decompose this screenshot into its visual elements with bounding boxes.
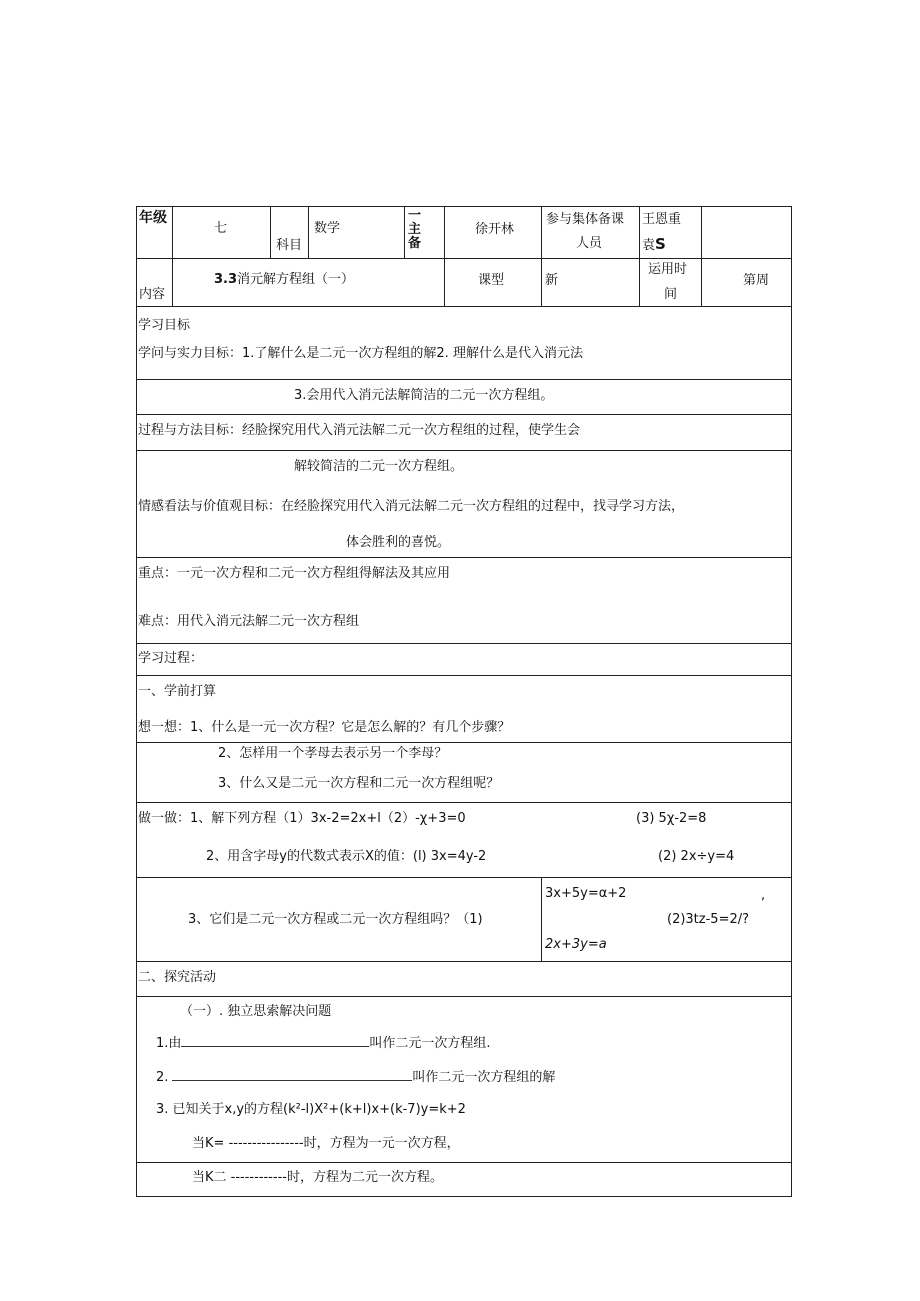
row-divider: [136, 414, 792, 415]
col-divider: [444, 206, 445, 306]
time-label-line2: 间: [664, 287, 678, 302]
col-divider: [541, 206, 542, 306]
topic-title: 3.3消元解方程组（一）: [214, 272, 355, 287]
equation-1: 3x+5y=α+2: [545, 886, 627, 901]
col-divider: [701, 206, 702, 306]
fill-item-2: 2. 叫作二元一次方程组的解: [156, 1070, 556, 1085]
blank-dashes[interactable]: ----------------: [228, 1136, 304, 1151]
fill-item-3b: 当K二 ------------时，方程为二元一次方程。: [192, 1170, 443, 1185]
process-goal-line2: 解较简洁的二元一次方程组。: [294, 459, 464, 474]
lesson-type-value: 新: [545, 273, 559, 288]
row-divider: [136, 1162, 792, 1163]
think-question-3: 3、什么又是二元一次方程和二元一次方程组呢？: [218, 776, 500, 791]
row-divider: [136, 742, 792, 743]
lesson-type-label: 课型: [478, 273, 505, 288]
row-divider: [136, 877, 792, 878]
exercise-2: 2、用含字母y的代数式表示X的值：(l) 3x=4y-2: [206, 849, 487, 864]
comma: ,: [761, 888, 766, 903]
think-question-2: 2、怎样用一个孝母去表示另一个李母？: [218, 746, 448, 761]
objectives-heading: 学习目标: [138, 318, 191, 333]
col-divider: [404, 206, 405, 258]
knowledge-goal-line2: 3.会用代入消元法解简洁的二元一次方程组。: [294, 388, 554, 403]
emotion-goal-line1: 情感看法与价值观目标：在经脸探究用代入消元法解二元一次方程组的过程中，找寻学习方法，: [138, 499, 685, 514]
equation-3: 2x+3y=a: [545, 937, 607, 952]
fill-item-3: 3. 已知关于x,y的方程(k²-l)X²+(k+l)x+(k-7)y=k+2: [156, 1102, 466, 1117]
equation-2: (2)3tz-5=2/?: [667, 912, 750, 927]
time-label-line1: 运用时: [648, 262, 688, 277]
author-label: 一主备: [408, 208, 422, 251]
key-point: 重点：一元一次方程和二元一次方程组得解法及其应用: [138, 566, 451, 581]
subject-label: 科目: [276, 238, 303, 253]
team-label-line2: 人员: [576, 236, 603, 251]
emotion-goal-line2: 体会胜利的喜悦。: [346, 535, 451, 550]
row-divider: [136, 643, 792, 644]
row-divider: [136, 450, 792, 451]
team-member-2: 袁S: [642, 235, 666, 253]
knowledge-goal-line1: 学问与实力目标：1.了解什么是二元一次方程组的解2. 理解什么是代入消元法: [138, 346, 583, 361]
row-divider: [136, 557, 792, 558]
subject-value: 数学: [314, 221, 341, 236]
row-divider: [136, 258, 792, 259]
process-goal-line1: 过程与方法目标：经脸探究用代入消元法解二元一次方程组的过程，使学生会: [138, 423, 581, 438]
fill-item-1: 1.由 叫作二元一次方程组.: [156, 1036, 491, 1051]
col-divider: [172, 206, 173, 306]
difficulty: 难点：用代入消元法解二元一次方程组: [138, 614, 360, 629]
grade-label: 年级: [139, 210, 167, 226]
row-divider: [136, 961, 792, 962]
exercise-2-part2: (2) 2x÷y=4: [658, 849, 735, 864]
col-divider: [308, 206, 309, 258]
fill-item-3a: 当K= ----------------时，方程为一元一次方程，: [192, 1136, 460, 1151]
explore-subheading: （一）. 独立思索解决问题: [180, 1004, 332, 1019]
week-label: 第周: [743, 273, 770, 288]
explore-heading: 二、探究活动: [138, 970, 217, 985]
blank-line[interactable]: [181, 1034, 369, 1047]
content-label: 内容: [139, 287, 166, 302]
team-member-1: 王恩重: [642, 212, 682, 227]
row-divider: [136, 675, 792, 676]
row-divider: [136, 379, 792, 380]
team-label-line1: 参与集体备课: [546, 212, 625, 227]
blank-line[interactable]: [172, 1068, 412, 1081]
exercise-1-part3: (3) 5χ-2=8: [636, 811, 707, 826]
blank-dashes[interactable]: ------------: [230, 1170, 287, 1185]
grade-value: 七: [214, 221, 228, 236]
exercise-3: 3、它们是二元一次方程或二元一次方程组吗？（1): [188, 912, 483, 927]
col-divider: [639, 206, 640, 306]
exercise-1: 做一做：1、解下列方程（1）3x-2=2x+l（2）-χ+3=0: [138, 811, 466, 826]
row-divider: [136, 996, 792, 997]
author-value: 徐开林: [475, 222, 515, 237]
row-divider: [136, 802, 792, 803]
think-question-1: 想一想：1、什么是一元一次方程？它是怎么解的？有几个步骤？: [138, 720, 511, 735]
row-divider: [136, 306, 792, 307]
col-divider: [270, 206, 271, 258]
col-divider: [541, 877, 542, 961]
preview-heading: 一、学前打算: [138, 684, 217, 699]
process-heading: 学习过程：: [138, 651, 204, 666]
